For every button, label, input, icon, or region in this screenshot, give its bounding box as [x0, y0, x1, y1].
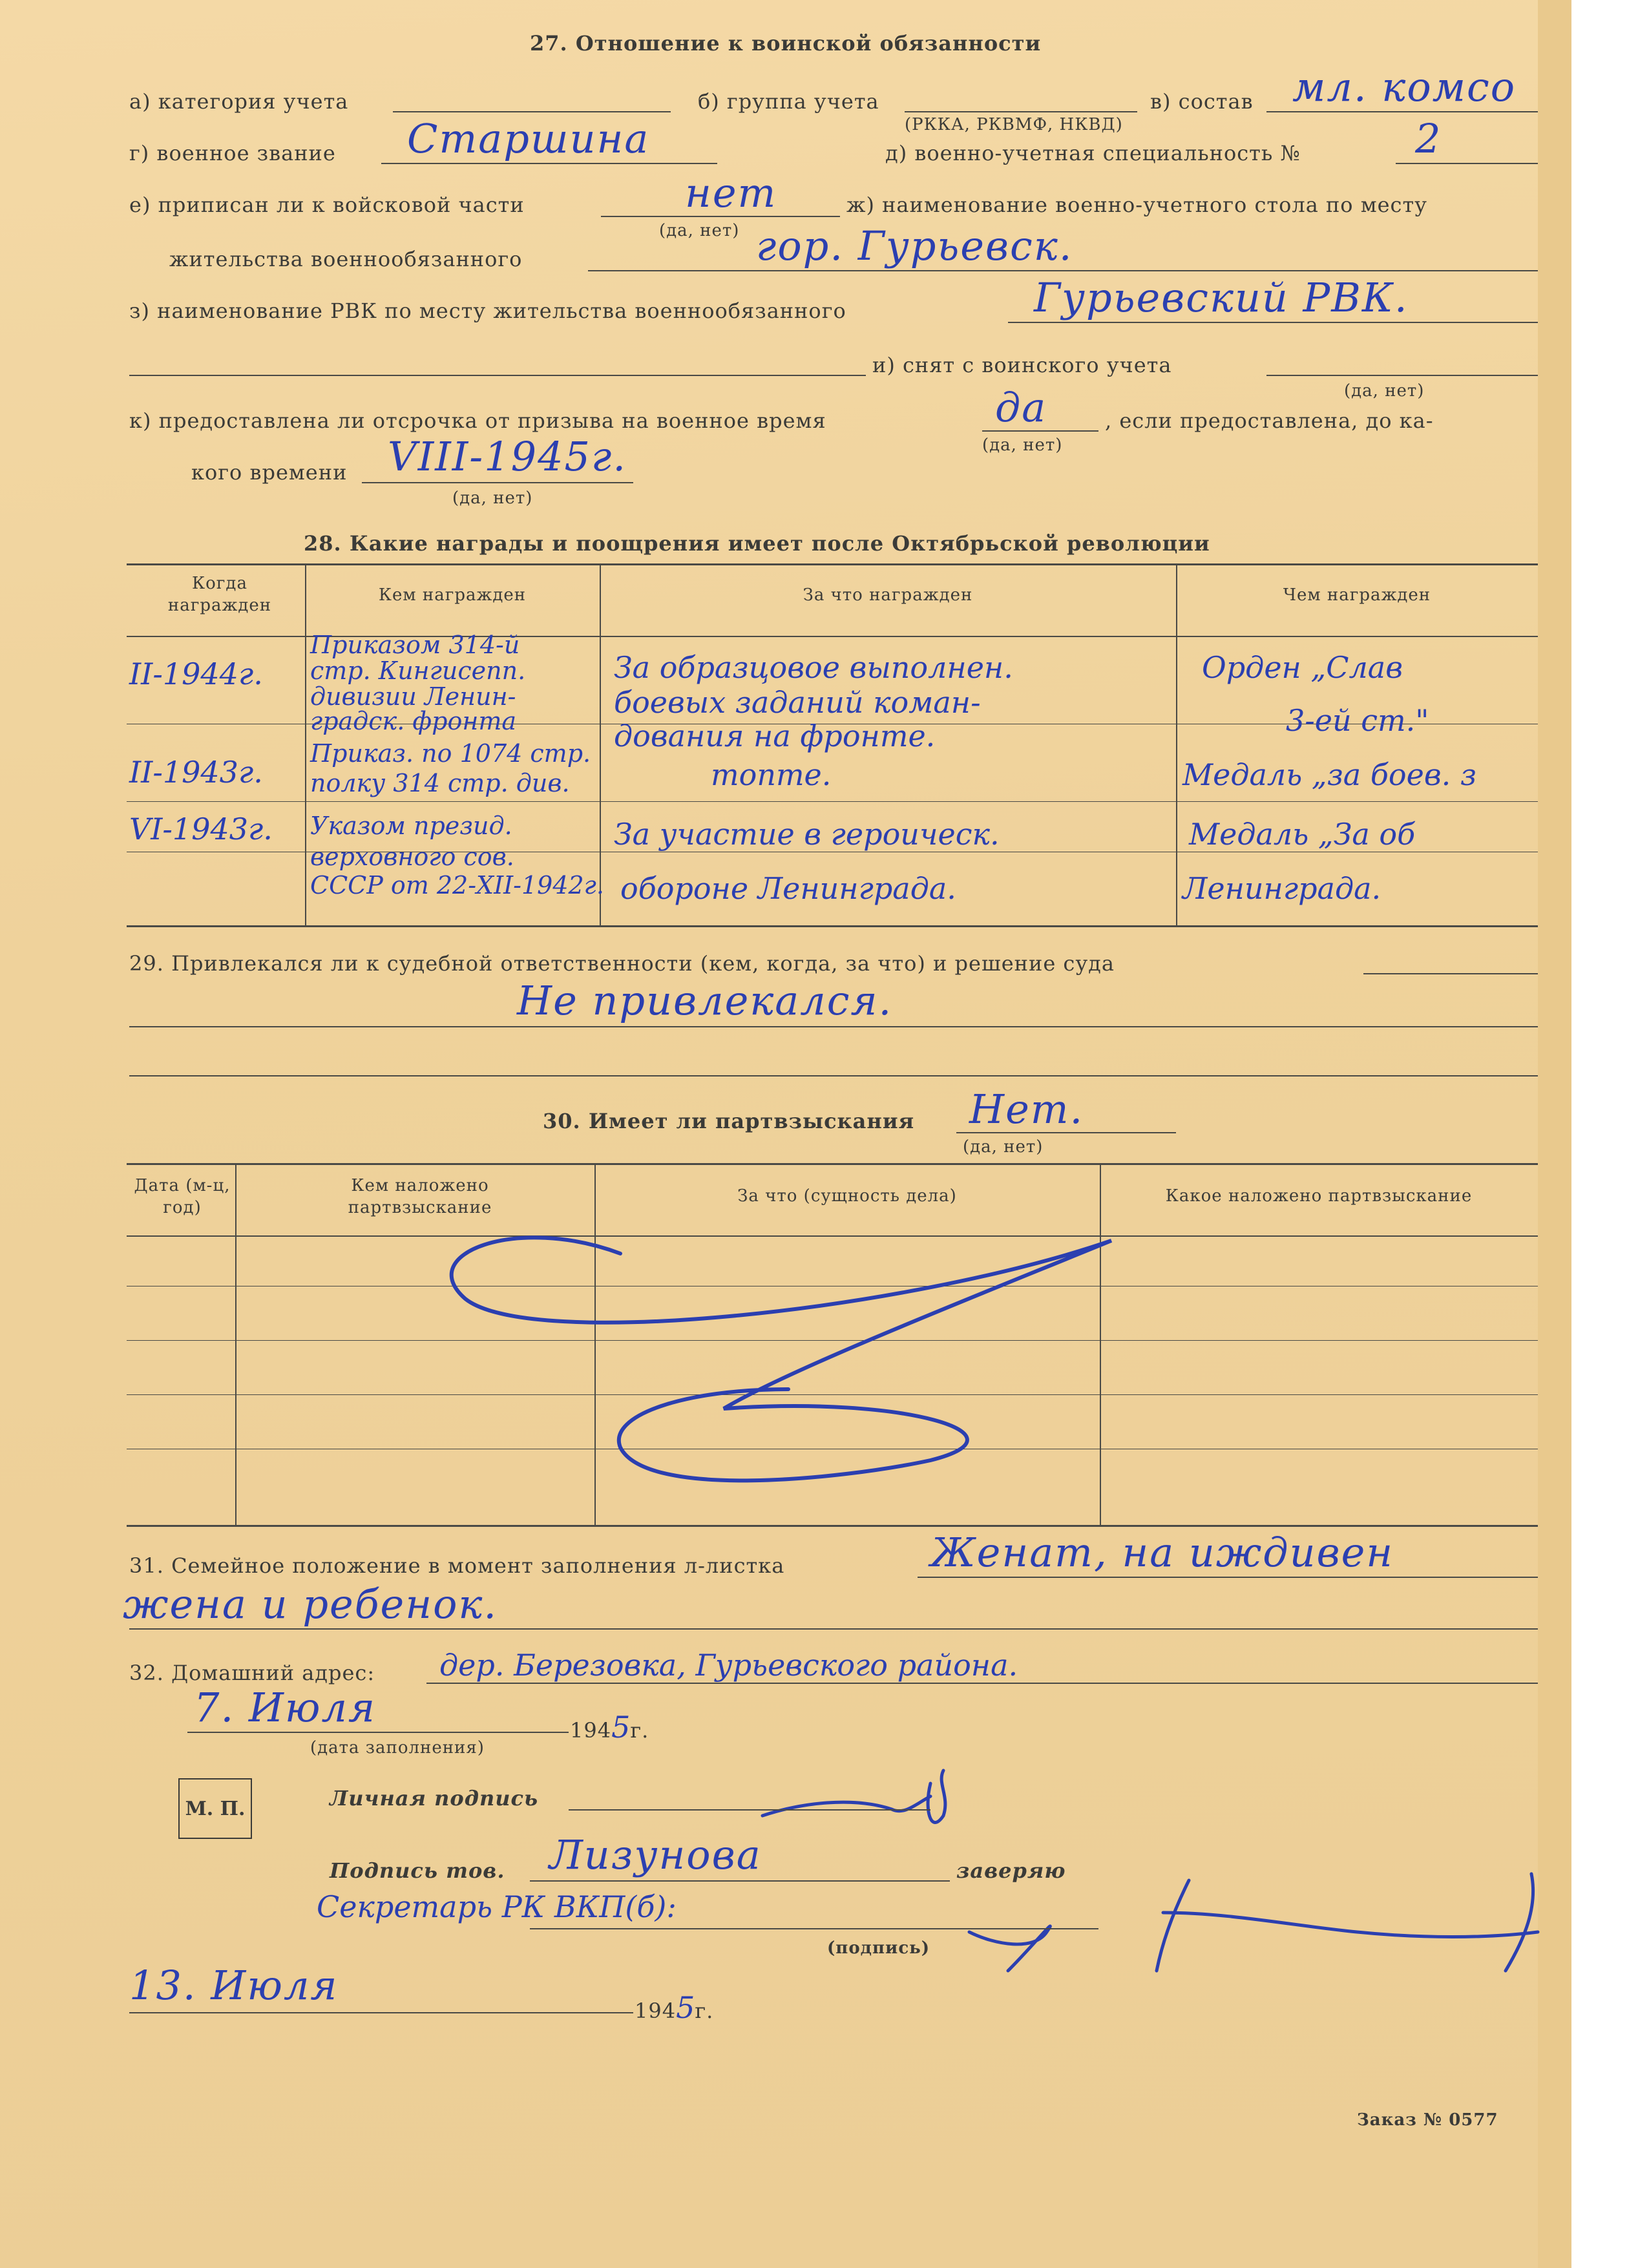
home-address-value: дер. Березовка, Гурьевского района. [439, 1648, 1018, 1683]
award-row-1-who-2: стр. Кингисепп. [310, 656, 526, 685]
award-row-2-who-2: полку 314 стр. див. [310, 769, 570, 797]
section-27-title: 27. Отношение к воинской обязанности [530, 31, 1042, 56]
unit-assigned-label: е) приписан ли к войсковой части [129, 193, 525, 217]
award-row-1-who-4: градск. фронта [310, 707, 517, 735]
fill-date-hint: (дата заполнения) [310, 1738, 485, 1758]
certify-label: заверяю [956, 1858, 1066, 1883]
award-row-3-award-2: Ленинграда. [1182, 871, 1381, 906]
deferment-hint: (да, нет) [982, 436, 1063, 455]
awards-header-what: За что награжден [803, 585, 973, 605]
registration-desk-label: ж) наименование военно-учетного стола по месту [846, 193, 1427, 217]
award-row-1-who-1: Приказом 314-й [310, 631, 520, 659]
award-row-1-what-3: дования на фронте. [614, 719, 936, 753]
fill-year-suffix: г. [630, 1718, 649, 1743]
award-row-3-who-1: Указом презид. [310, 812, 512, 840]
military-rank-label: г) военное звание [129, 141, 336, 165]
court-label: 29. Привлекался ли к судебной ответственности (кем, когда, за что) и решение суда [129, 951, 1115, 976]
marital-status-label: 31. Семейное положение в момент заполнения л-листка [129, 1553, 785, 1578]
unit-assigned-hint: (да, нет) [659, 221, 740, 240]
party-penalties-value: Нет. [969, 1086, 1084, 1133]
signature-hint: (подпись) [827, 1938, 930, 1958]
award-row-3-what-2: обороне Ленинграда. [620, 871, 956, 906]
certify-year-prefix: 194 [635, 1999, 677, 2023]
penalties-header-what: За что (сущность дела) [737, 1186, 957, 1206]
awards-header-when: Когда награжден [167, 574, 272, 615]
awards-header-award: Чем награжден [1283, 585, 1431, 605]
party-penalties-label: 30. Имеет ли партвзыскания [543, 1109, 915, 1133]
specialty-value: 2 [1415, 115, 1442, 162]
certify-year-value: 5 [676, 1990, 695, 2025]
seal-box: М. П. [178, 1778, 252, 1839]
award-row-3-award-1: Медаль „За об [1189, 817, 1416, 852]
penalties-header-who: Кем наложено партвзыскание [348, 1176, 492, 1217]
award-row-2-who-1: Приказ. по 1074 стр. [310, 739, 591, 768]
registration-category-label: а) категория учета [129, 89, 349, 114]
award-row-3-who-3: СССР от 22-XII-1942г. [310, 871, 604, 899]
award-row-2-award-1: Медаль „за боев. з [1182, 757, 1476, 792]
deregistered-hint: (да, нет) [1344, 381, 1425, 401]
marital-status-value: Женат, на иждивен [930, 1529, 1394, 1576]
award-row-2-when: II-1943г. [129, 755, 263, 790]
penalties-header-date: Дата (м-ц, год) [134, 1176, 231, 1217]
registration-desk-label-2: жительства военнообязанного [169, 247, 523, 271]
deferment-until-hint: (да, нет) [452, 488, 533, 508]
specialty-label: д) военно-учетная специальность № [885, 141, 1301, 165]
personal-signature-label: Личная подпись [330, 1786, 539, 1811]
composition-label: в) состав [1150, 89, 1254, 114]
registration-group-label: б) группа учета [698, 89, 879, 114]
deferment-until-value: VIII-1945г. [388, 433, 627, 480]
award-row-1-what-1: За образцовое выполнен. [614, 650, 1013, 685]
award-row-3-what-1: За участие в героическ. [614, 817, 1000, 852]
fill-year-value: 5 [611, 1710, 631, 1745]
award-row-1-what-2: боевых заданий коман- [614, 685, 981, 720]
certify-signature-label: Подпись тов. [330, 1858, 505, 1883]
marital-status-value-2: жена и ребенок. [123, 1580, 498, 1628]
order-number: 0577 [1449, 2110, 1498, 2130]
deferment-after: , если предоставлена, до ка- [1105, 408, 1434, 433]
secretary-title: Секретарь РК ВКП(б): [317, 1889, 677, 1924]
award-row-3-who-2: верховного сов. [310, 843, 514, 871]
deferment-value: да [995, 384, 1047, 431]
order-label: Заказ № [1357, 2110, 1443, 2130]
award-row-1-when: II-1944г. [129, 656, 263, 691]
deferment-until-label: кого времени [191, 460, 348, 485]
court-value: Не привлекался. [517, 977, 893, 1024]
district-office-label: з) наименование РВК по месту жительства военнообязанного [129, 299, 846, 323]
home-address-label: 32. Домашний адрес: [129, 1661, 375, 1685]
registration-desk-value: гор. Гурьевск. [756, 222, 1073, 269]
award-row-3-when: VI-1943г. [129, 812, 273, 846]
registration-group-hint: (РККА, РКВМФ, НКВД) [905, 115, 1123, 134]
awards-header-who: Кем награжден [378, 585, 527, 605]
certify-signature-name: Лизунова [549, 1831, 762, 1878]
district-office-value: Гурьевский РВК. [1034, 274, 1409, 321]
fill-year-prefix: 194 [570, 1718, 612, 1743]
award-row-1-award-1: Орден „Слав [1202, 650, 1403, 685]
deregistered-label: и) снят с воинского учета [872, 353, 1172, 377]
unit-assigned-value: нет [685, 169, 777, 216]
fill-date-value: 7. Июля [194, 1684, 377, 1731]
military-rank-value: Старшина [407, 115, 650, 162]
composition-value: мл. комсо [1292, 63, 1517, 110]
award-row-2-what-1: топте. [711, 757, 832, 792]
section-28-title: 28. Какие награды и поощрения имеет после Октябрьской революции [304, 531, 1210, 556]
certify-year-suffix: г. [695, 1999, 714, 2023]
award-row-1-who-3: дивизии Ленин- [310, 682, 516, 711]
award-row-1-award-2: 3-ей ст." [1286, 703, 1429, 738]
penalties-header-kind: Какое наложено партвзыскание [1165, 1186, 1473, 1206]
certify-date-value: 13. Июля [129, 1962, 339, 2009]
party-penalties-hint: (да, нет) [963, 1137, 1044, 1157]
deferment-label: к) предоставлена ли отсрочка от призыва на военное время [129, 408, 826, 433]
